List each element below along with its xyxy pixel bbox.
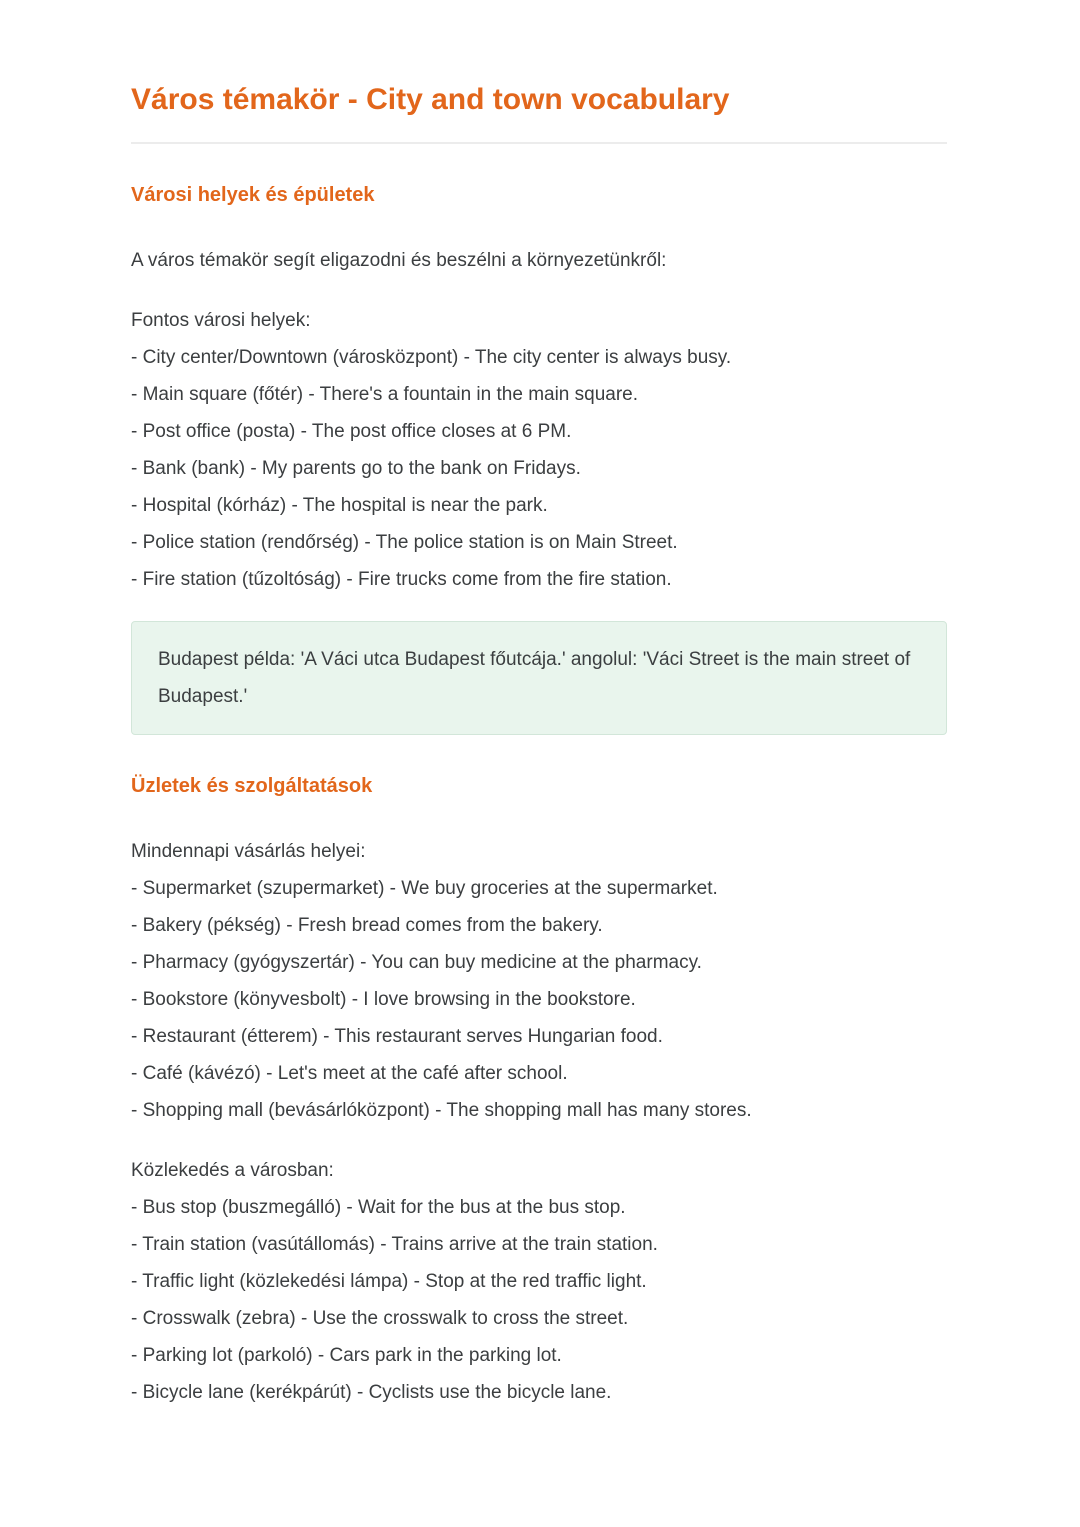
vocab-list-important-places — [131, 302, 947, 598]
vocab-item: - Bakery (pékség) - Fresh bread comes from the bakery. — [131, 915, 603, 936]
vocab-item: - Post office (posta) - The post office closes at 6 PM. — [131, 421, 572, 442]
vocab-item: - Pharmacy (gyógyszertár) - You can buy medicine at the pharmacy. — [131, 952, 702, 973]
vocab-item: - Bus stop (buszmegálló) - Wait for the bus at the bus stop. — [131, 1197, 626, 1218]
list-label: Fontos városi helyek: — [131, 310, 311, 331]
section-heading-shops-services: Üzletek és szolgáltatások — [131, 775, 373, 797]
vocab-item: - Parking lot (parkoló) - Cars park in the parking lot. — [131, 1345, 562, 1366]
example-callout-text: Budapest példa: 'A Váci utca Budapest főutcája.' angolul: 'Váci Street is the main street of Budapest.' — [158, 649, 911, 707]
vocab-item: - Restaurant (étterem) - This restaurant serves Hungarian food. — [131, 1026, 663, 1047]
section-city-places — [131, 182, 947, 735]
list-label: Mindennapi vásárlás helyei: — [131, 841, 366, 862]
vocab-item: - Hospital (kórház) - The hospital is near the park. — [131, 495, 548, 516]
vocab-item: - Main square (főtér) - There's a fountain in the main square. — [131, 384, 639, 405]
vocab-item: - City center/Downtown (városközpont) - The city center is always busy. — [131, 347, 732, 368]
section-intro: A város témakör segít eligazodni és beszélni a környezetünkről: — [131, 250, 667, 271]
page-title: Város témakör - City and town vocabulary — [131, 83, 730, 116]
example-callout — [131, 621, 947, 735]
vocab-item: - Bicycle lane (kerékpárút) - Cyclists use the bicycle lane. — [131, 1382, 612, 1403]
vocab-item: - Police station (rendőrség) - The police station is on Main Street. — [131, 532, 678, 553]
list-label: Közlekedés a városban: — [131, 1160, 334, 1181]
vocab-item: - Café (kávézó) - Let's meet at the café after school. — [131, 1063, 568, 1084]
vocab-list-shopping-places — [131, 833, 947, 1129]
vocab-item: - Crosswalk (zebra) - Use the crosswalk to cross the street. — [131, 1308, 629, 1329]
vocab-item: - Traffic light (közlekedési lámpa) - Stop at the red traffic light. — [131, 1271, 647, 1292]
vocab-item: - Train station (vasútállomás) - Trains arrive at the train station. — [131, 1234, 658, 1255]
vocab-item: - Fire station (tűzoltóság) - Fire trucks come from the fire station. — [131, 569, 672, 590]
section-shops-services — [131, 773, 947, 1411]
vocab-item: - Supermarket (szupermarket) - We buy groceries at the supermarket. — [131, 878, 718, 899]
vocab-item: - Bookstore (könyvesbolt) - I love browsing in the bookstore. — [131, 989, 636, 1010]
vocab-list-transport — [131, 1152, 947, 1411]
section-heading-city-places: Városi helyek és épületek — [131, 184, 375, 206]
title-divider — [131, 142, 947, 144]
vocab-item: - Shopping mall (bevásárlóközpont) - The shopping mall has many stores. — [131, 1100, 752, 1121]
vocab-item: - Bank (bank) - My parents go to the bank on Fridays. — [131, 458, 581, 479]
